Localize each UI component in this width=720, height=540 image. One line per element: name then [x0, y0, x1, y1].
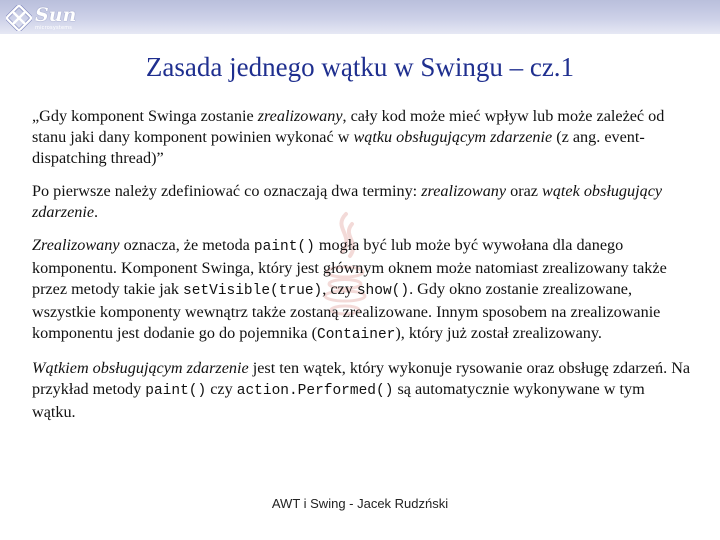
paragraph-2 — [32, 181, 692, 223]
emphasis: zrealizowany — [257, 107, 343, 125]
header-bar — [0, 0, 720, 34]
text: , czy — [322, 280, 357, 298]
logo-word: Sun — [35, 3, 77, 26]
text: ), który już został zrealizowany. — [395, 324, 602, 342]
slide-body — [32, 106, 692, 435]
sun-logo — [6, 3, 76, 33]
emphasis: Wątkiem obsługującym zdarzenie — [32, 359, 249, 377]
text: . Gdy okno zostanie zrealizowane, wszystkie komponenty wewnątrz także zostaną zrealizowane. Innym sposobem na zrealizowanie komponentu jest dodanie go do pojemnika ( — [32, 280, 661, 342]
paragraph-3 — [32, 235, 692, 346]
code-paint: paint() — [145, 383, 207, 399]
text: „Gdy komponent Swinga zostanie — [32, 107, 258, 125]
code-setvisible: setVisible(true) — [183, 283, 323, 299]
sun-logo-icon — [6, 5, 32, 31]
emphasis: wątek obsługujący zdarzenie — [32, 182, 663, 221]
text: oraz — [506, 182, 543, 200]
text: oznacza, że metoda — [119, 236, 254, 254]
paragraph-1 — [32, 106, 692, 169]
logo-subtext: microsystems — [35, 24, 73, 31]
code-action-performed: action.Performed() — [236, 383, 394, 399]
emphasis: wątku obsługującym zdarzenie — [353, 128, 553, 146]
text: Po pierwsze należy zdefiniować co oznaczają dwa terminy: — [32, 182, 422, 200]
emphasis: Zrealizowany — [32, 236, 120, 254]
code-paint: paint() — [253, 239, 315, 255]
text: są automatycznie wykonywane w tym wątku. — [32, 380, 645, 421]
code-container: Container — [317, 327, 396, 343]
text: czy — [206, 380, 237, 398]
text: . — [94, 203, 99, 221]
text: jest ten wątek, który wykonuje rysowanie oraz obsługę zdarzeń. Na przykład metody — [32, 359, 691, 398]
text: (z ang. event-dispatching thread)” — [32, 128, 645, 167]
text: , cały kod może mieć wpływ lub może zależeć od stanu jaki dany komponent powinien wykonać w — [32, 107, 665, 146]
code-show: show() — [356, 283, 410, 299]
text: mogła być lub może być wywołana dla danego komponentu. Komponent Swinga, który jest głównym oknem może natomiast zrealizowany także przez metody takie jak — [32, 236, 667, 298]
slide-footer: AWT i Swing - Jacek Rudzński — [271, 496, 449, 511]
emphasis: zrealizowany — [421, 182, 507, 200]
paragraph-4 — [32, 358, 692, 423]
slide-title: Zasada jednego wątku w Swingu – cz.1 — [145, 52, 575, 82]
